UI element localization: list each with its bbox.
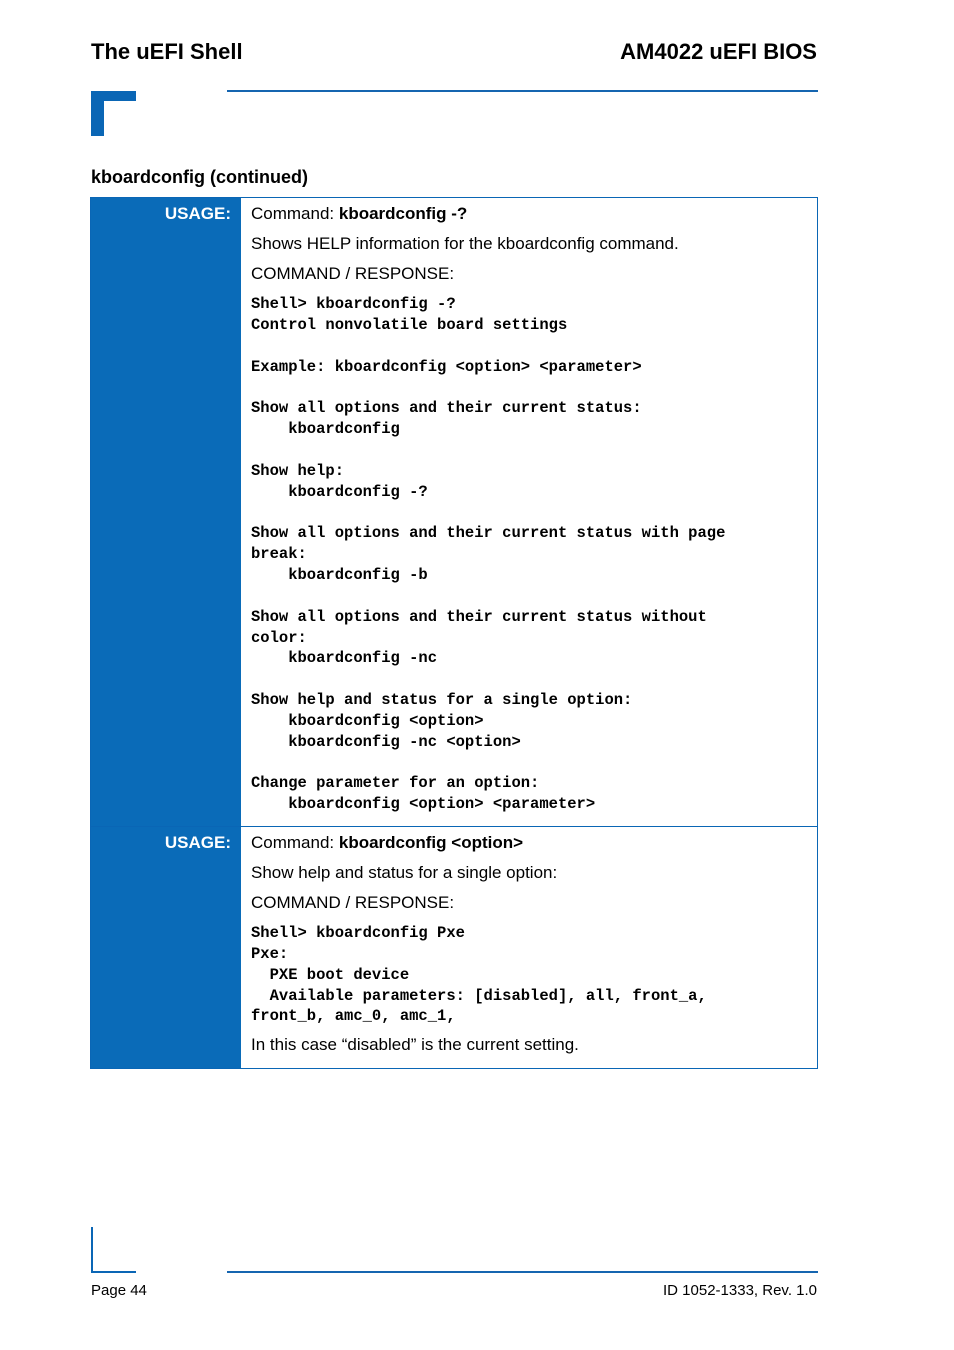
usage-label: USAGE: — [91, 198, 241, 826]
usage-row — [91, 198, 817, 826]
current-setting-note: In this case “disabled” is the current setting. — [251, 1035, 579, 1055]
code-block: Shell> kboardconfig -? Control nonvolatile board settings Example: kboardconfig <option> <parameter> Show all options and their current status: kboardconfig Show help: kboardconfig -? Show all options and their current status with page break: kboardconfig -b Show all options and their current status without color: kboardconfig -nc Show help and status for a single option: kboardconfig <option> kboardconfig -nc <option> Change parameter for an option: kboardconfig <option> <parameter> — [251, 295, 726, 814]
footer-rule — [227, 1271, 818, 1273]
command-line — [251, 833, 807, 853]
command-description: Show help and status for a single option: — [251, 863, 558, 882]
command-description: Shows HELP information for the kboardconfig command. — [251, 234, 679, 253]
command-name: kboardconfig -? — [338, 204, 468, 223]
command-prefix: Command: — [251, 204, 339, 223]
command-prefix: Command: — [251, 833, 339, 852]
usage-content — [241, 198, 817, 826]
header-chapter-title: The uEFI Shell — [91, 39, 243, 64]
document-id: ID 1052-1333, Rev. 1.0 — [663, 1282, 817, 1299]
usage-content — [241, 827, 817, 1068]
response-label: COMMAND / RESPONSE: — [251, 893, 455, 912]
corner-mark-top-vertical — [91, 91, 104, 136]
command-line — [251, 204, 807, 224]
usage-row — [91, 826, 817, 1068]
code-block: Shell> kboardconfig Pxe Pxe: PXE boot device Available parameters: [disabled], all, front_a, front_b, amc_0, amc_1, — [251, 924, 707, 1026]
header-document-title: AM4022 uEFI BIOS — [620, 39, 817, 64]
header-rule — [227, 90, 818, 92]
usage-table — [90, 197, 818, 1069]
section-title: kboardconfig (continued) — [91, 167, 308, 187]
usage-label: USAGE: — [91, 827, 241, 1068]
corner-mark-bottom-vertical — [91, 1227, 93, 1273]
page-number: Page 44 — [91, 1282, 147, 1299]
response-label: COMMAND / RESPONSE: — [251, 264, 455, 283]
command-name: kboardconfig <option> — [338, 833, 524, 852]
corner-mark-bottom — [91, 1271, 136, 1273]
